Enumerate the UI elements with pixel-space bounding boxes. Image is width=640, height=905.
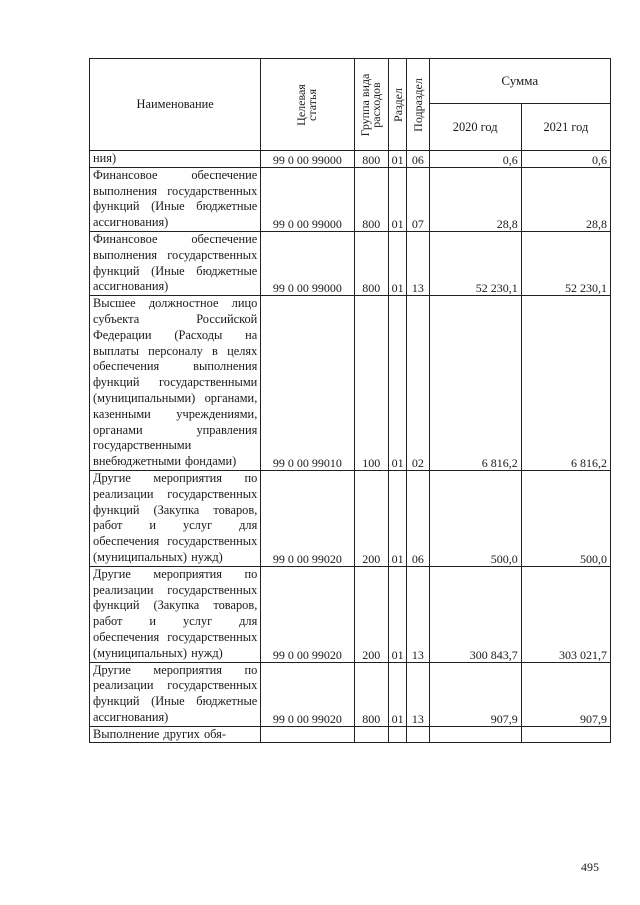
header-year-2021: 2021 год <box>521 104 610 151</box>
row-group: 800 <box>354 167 388 231</box>
row-sum-2021: 500,0 <box>521 470 610 566</box>
row-sum-2021: 907,9 <box>521 662 610 726</box>
row-section: 01 <box>389 151 407 168</box>
row-group <box>354 726 388 743</box>
row-sum-2020: 28,8 <box>429 167 521 231</box>
row-name: Другие мероприятия по реализации государственных функций (Закупка товаров, работ и услуг для обеспечения государственных (муниципальных) нужд) <box>93 470 258 564</box>
row-sum-2021: 28,8 <box>521 167 610 231</box>
row-name: Высшее должностное лицо субъекта Российской Федерации (Расходы на выплаты персоналу в целях обеспечения выполнения функций государственными (муниципальными) органами, казенными учреждениями, органами управления государственными внебюджетными фондами) <box>93 296 258 469</box>
row-sum-2021: 52 230,1 <box>521 231 610 295</box>
row-name: Другие мероприятия по реализации государственных функций (Иные бюджетные ассигнования) <box>93 662 258 724</box>
row-article: 99 0 00 99020 <box>261 662 354 726</box>
row-section: 01 <box>389 662 407 726</box>
header-sum: Сумма <box>429 59 610 104</box>
row-name: Выполнение других обя- <box>93 726 226 741</box>
table-row <box>90 470 611 566</box>
table-row <box>90 296 611 471</box>
header-target-article <box>261 59 354 151</box>
row-section <box>389 726 407 743</box>
row-article: 99 0 00 99020 <box>261 470 354 566</box>
row-sum-2020: 6 816,2 <box>429 296 521 471</box>
row-section: 01 <box>389 566 407 662</box>
page-number: 495 <box>581 860 599 874</box>
header-section <box>389 59 407 151</box>
row-subsection: 06 <box>407 470 429 566</box>
row-section: 01 <box>389 470 407 566</box>
row-group: 800 <box>354 231 388 295</box>
row-subsection: 13 <box>407 662 429 726</box>
table-row <box>90 167 611 231</box>
table-row <box>90 231 611 295</box>
row-group: 800 <box>354 662 388 726</box>
row-group: 800 <box>354 151 388 168</box>
table-row <box>90 662 611 726</box>
row-sum-2020: 52 230,1 <box>429 231 521 295</box>
row-group: 200 <box>354 566 388 662</box>
row-name: Финансовое обеспечение выполнения государственных функций (Иные бюджетные ассигнования) <box>93 231 258 294</box>
row-sum-2021 <box>521 726 610 743</box>
row-name: Финансовое обеспечение выполнения государственных функций (Иные бюджетные ассигнования) <box>93 167 258 230</box>
row-section: 01 <box>389 167 407 231</box>
header-section-label: Раздел <box>390 88 405 122</box>
row-group: 100 <box>354 296 388 471</box>
header-year-2020: 2020 год <box>429 104 521 151</box>
row-subsection: 07 <box>407 167 429 231</box>
row-subsection: 13 <box>407 566 429 662</box>
row-sum-2021: 6 816,2 <box>521 296 610 471</box>
row-group: 200 <box>354 470 388 566</box>
row-section: 01 <box>389 296 407 471</box>
row-article: 99 0 00 99000 <box>261 167 354 231</box>
row-article: 99 0 00 99000 <box>261 151 354 168</box>
row-article: 99 0 00 99020 <box>261 566 354 662</box>
table-row <box>90 151 611 168</box>
row-sum-2020 <box>429 726 521 743</box>
row-article: 99 0 00 99000 <box>261 231 354 295</box>
row-sum-2020: 300 843,7 <box>429 566 521 662</box>
row-subsection <box>407 726 429 743</box>
header-group-line2: расходов <box>369 82 384 128</box>
row-sum-2021: 303 021,7 <box>521 566 610 662</box>
row-subsection: 06 <box>407 151 429 168</box>
row-article: 99 0 00 99010 <box>261 296 354 471</box>
budget-table <box>89 58 611 743</box>
row-subsection: 02 <box>407 296 429 471</box>
header-group-line1: Группа вида <box>358 73 373 137</box>
row-sum-2020: 0,6 <box>429 151 521 168</box>
row-subsection: 13 <box>407 231 429 295</box>
header-expense-group <box>354 59 388 151</box>
header-subsection-label: Подраздел <box>410 78 425 132</box>
header-article-line2: статья <box>305 89 320 121</box>
row-name: Другие мероприятия по реализации государственных функций (Закупка товаров, работ и услуг для обеспечения государственных (муниципальных) нужд) <box>93 566 258 660</box>
row-name: ния) <box>93 151 117 165</box>
header-subsection <box>407 59 429 151</box>
table-row <box>90 566 611 662</box>
row-sum-2021: 0,6 <box>521 151 610 168</box>
header-name: Наименование <box>90 59 261 151</box>
row-sum-2020: 907,9 <box>429 662 521 726</box>
table-body <box>90 151 611 743</box>
row-article <box>261 726 354 743</box>
row-sum-2020: 500,0 <box>429 470 521 566</box>
table-row <box>90 726 611 743</box>
header-article-line1: Целевая <box>294 84 309 126</box>
row-section: 01 <box>389 231 407 295</box>
